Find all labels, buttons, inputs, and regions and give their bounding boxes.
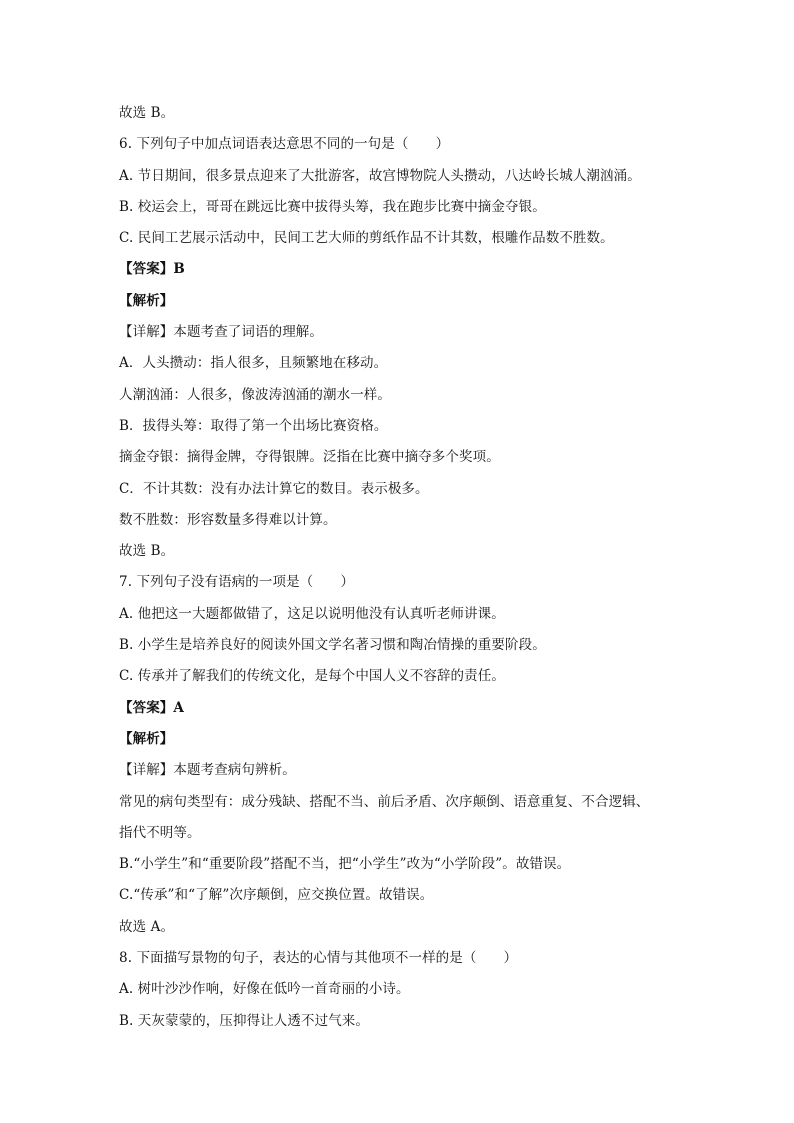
question-8-option-a: A. 树叶沙沙作响，好像在低吟一首奇丽的小诗。 [119,981,410,998]
answer-label: 【答案】A [119,699,184,716]
question-6-stem: 6. 下列句子中加点词语表达意思不同的一句是（ ） [119,136,450,153]
text-line: 指代不明等。 [119,824,201,841]
text-line: 人潮汹涌：人很多，像波涛汹涌的潮水一样。 [119,386,391,403]
question-7-option-a: A. 他把这一大题都做错了，这足以说明他没有认真听老师讲课。 [119,605,505,622]
question-7-stem: 7. 下列句子没有语病的一项是（ ） [119,574,355,591]
question-6-option-b: B. 校运会上，哥哥在跳远比赛中拔得头筹，我在跑步比赛中摘金夺银。 [119,198,546,215]
question-8-option-b: B. 天灰蒙蒙的，压抑得让人透不过气来。 [119,1012,370,1029]
text-line: 常见的病句类型有：成分残缺、搭配不当、前后矛盾、次序颠倒、语意重复、不合逻辑、 [119,793,650,810]
answer-label: 【答案】B [119,261,185,278]
text-line: C．不计其数：没有办法计算它的数目。表示极多。 [119,480,429,497]
text-line: B.“小学生”和“重要阶段”搭配不当，把“小学生”改为“小学阶段”。故错误。 [119,856,571,873]
question-7-option-b: B. 小学生是培养良好的阅读外国文学名著习惯和陶冶情操的重要阶段。 [119,637,546,654]
text-line: A．人头攒动：指人很多，且频繁地在移动。 [119,355,388,372]
question-6-option-c: C. 民间工艺展示活动中，民间工艺大师的剪纸作品不计其数，根雕作品数不胜数。 [119,230,614,247]
detail-line: 【详解】本题考查了词语的理解。 [119,324,323,341]
text-line: B．拔得头筹：取得了第一个出场比赛资格。 [119,417,388,434]
text-line: 故选 B。 [119,105,175,121]
document-page [119,98,679,1037]
analysis-label: 【解析】 [119,730,174,747]
text-line: 摘金夺银：摘得金牌，夺得银牌。泛指在比赛中摘夺多个奖项。 [119,449,500,466]
detail-line: 【详解】本题考查病句辨析。 [119,762,296,779]
text-line: 故选 B。 [119,543,175,560]
text-line: 故选 A。 [119,918,175,935]
text-line: C.“传承”和“了解”次序颠倒，应交换位置。故错误。 [119,887,434,904]
analysis-label: 【解析】 [119,292,174,309]
question-8-stem: 8. 下面描写景物的句子，表达的心情与其他项不一样的是（ ） [119,950,518,967]
question-7-option-c: C. 传承并了解我们的传统文化，是每个中国人义不容辞的责任。 [119,668,505,685]
question-6-option-a: A. 节日期间，很多景点迎来了大批游客，故宫博物院人头攒动，八达岭长城人潮汹涌。 [119,167,641,184]
text-line: 数不胜数：形容数量多得难以计算。 [119,511,337,528]
